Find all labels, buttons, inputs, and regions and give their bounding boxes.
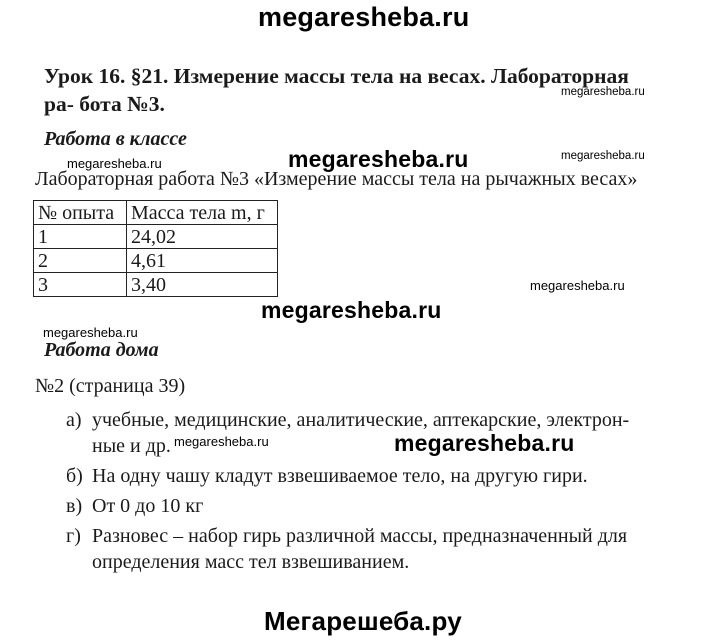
table-row [34,225,278,249]
table-cell: 3,40 [127,273,278,297]
table-cell: 2 [34,249,127,273]
table-cell: 24,02 [127,225,278,249]
list-text: От 0 до 10 кг [92,495,204,517]
mass-table [33,200,278,297]
list-text: На одну чашу кладут взвешиваемое тело, на другую гири. [92,465,588,487]
table-cell: 3 [34,273,127,297]
watermark-class-center: megaresheba.ru [288,146,469,172]
list-item [66,523,656,575]
table-header-row [34,201,278,225]
table-cell: 4,61 [127,249,278,273]
watermark-list-small: megaresheba.ru [174,434,269,449]
watermark-class-left: megaresheba.ru [67,156,162,171]
list-text: Разновес – набор гирь различной массы, предназначенный для определения масс тел взвешиванием. [92,525,628,573]
table-cell: 1 [34,225,127,249]
lesson-title: Урок 16. §21. Измерение массы тела на весах. Лабораторная ра- бота №3. [44,64,629,116]
list-item [66,407,656,459]
watermark-middle-center: megaresheba.ru [261,297,442,323]
list-item [66,493,656,519]
list-marker: а) [66,409,82,431]
watermark-list-big: megaresheba.ru [394,430,575,456]
answer-list [66,407,656,579]
header-experiment-number: № опыта [34,201,127,225]
homework-heading: Работа дома [44,339,159,361]
homework-task: №2 (страница 39) [35,375,186,397]
list-item [66,463,656,489]
watermark-top: megaresheba.ru [258,2,470,32]
list-text: учебные, медицинские, аналитические, аптекарские, электрон- ные и др. [92,409,630,457]
lab-title: Лабораторная работа №3 «Измерение массы тела на рычажных весах» [35,168,638,190]
watermark-title-right: megaresheba.ru [561,86,645,98]
list-marker: г) [66,525,81,547]
list-marker: б) [66,465,83,487]
table-row [34,249,278,273]
classwork-heading: Работа в классе [44,128,187,150]
list-marker: в) [66,495,83,517]
table-row [34,273,278,297]
watermark-bottom: Мегарешеба.ру [264,606,462,636]
watermark-class-right: megaresheba.ru [561,150,645,162]
watermark-table-right: megaresheba.ru [530,278,625,293]
header-body-mass: Масса тела m, г [127,201,278,225]
watermark-home-left: megaresheba.ru [43,325,138,340]
